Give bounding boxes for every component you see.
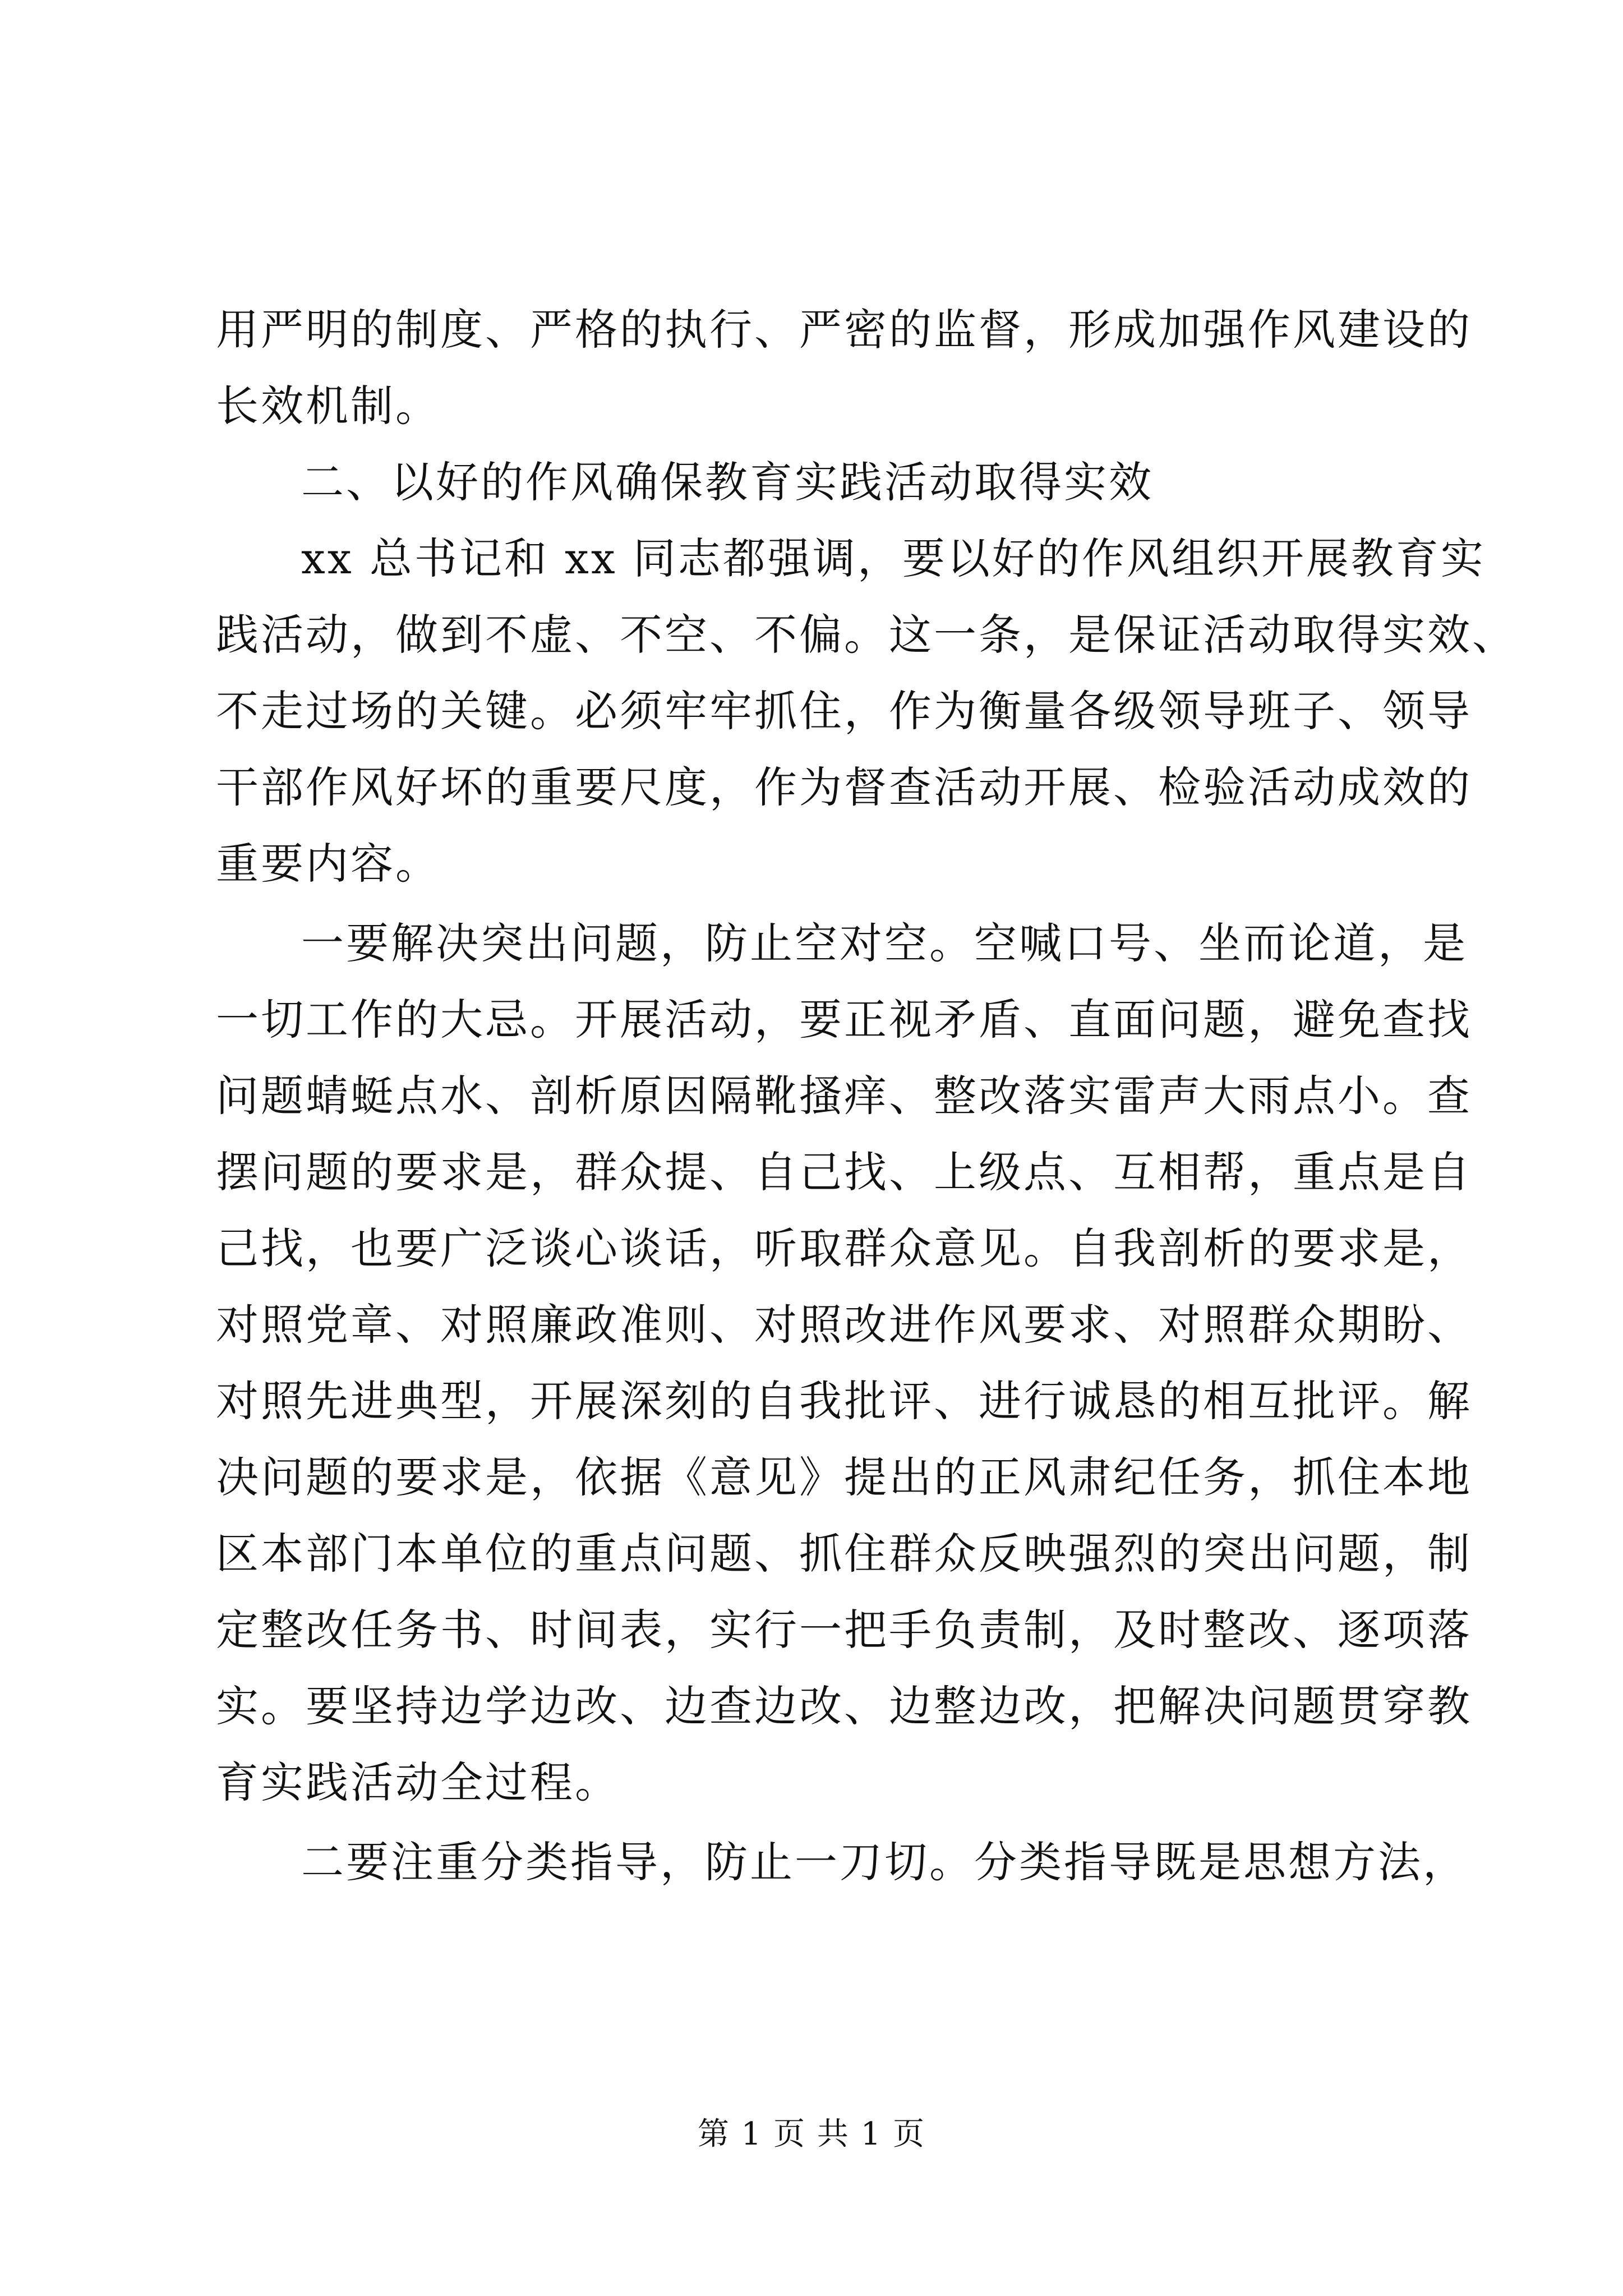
- document-body: [216, 292, 1517, 1901]
- text-line: 一切工作的大忌。开展活动，要正视矛盾、直面问题，避免查找: [216, 995, 1472, 1045]
- section-heading: 二、以好的作风确保教育实践活动取得实效: [301, 457, 1154, 507]
- text-line: 对照党章、对照廉政准则、对照改进作风要求、对照群众期盼、: [216, 1300, 1472, 1350]
- text-line: 长效机制。: [216, 381, 440, 431]
- text-line: 决问题的要求是，依据《意见》提出的正风肃纪任务，抓住本地: [216, 1452, 1472, 1502]
- text-line: 干部作风好坏的重要尺度，作为督查活动开展、检验活动成效的: [216, 762, 1472, 812]
- text-line: 问题蜻蜓点水、剖析原因隔靴搔痒、整改落实雷声大雨点小。查: [216, 1071, 1472, 1121]
- text-line: 用严明的制度、严格的执行、严密的监督，形成加强作风建设的: [216, 305, 1472, 355]
- text-line: 育实践活动全过程。: [216, 1757, 620, 1807]
- paragraph-start-line: 二要注重分类指导，防止一刀切。分类指导既是思想方法，: [301, 1837, 1468, 1887]
- paragraph-start-line: xx 总书记和 xx 同志都强调，要以好的作风组织开展教育实: [301, 533, 1486, 583]
- text-line: 对照先进典型，开展深刻的自我批评、进行诚恳的相互批评。解: [216, 1376, 1472, 1426]
- text-line: 不走过场的关键。必须牢牢抓住，作为衡量各级领导班子、领导: [216, 686, 1472, 736]
- text-line: 摆问题的要求是，群众提、自己找、上级点、互相帮，重点是自: [216, 1147, 1472, 1197]
- text-line: 重要内容。: [216, 839, 440, 889]
- page-footer: 第 1 页 共 1 页: [697, 2116, 926, 2152]
- text-line: 践活动，做到不虚、不空、不偏。这一条，是保证活动取得实效、: [216, 610, 1517, 660]
- text-line: 实。要坚持边学边改、边查边改、边整边改，把解决问题贯穿教: [216, 1681, 1472, 1731]
- paragraph-start-line: 一要解决突出问题，防止空对空。空喊口号、坐而论道，是: [301, 918, 1468, 968]
- text-line: 定整改任务书、时间表，实行一把手负责制，及时整改、逐项落: [216, 1605, 1472, 1655]
- text-line: 区本部门本单位的重点问题、抓住群众反映强烈的突出问题，制: [216, 1529, 1472, 1579]
- text-line: 己找，也要广泛谈心谈话，听取群众意见。自我剖析的要求是，: [216, 1223, 1472, 1273]
